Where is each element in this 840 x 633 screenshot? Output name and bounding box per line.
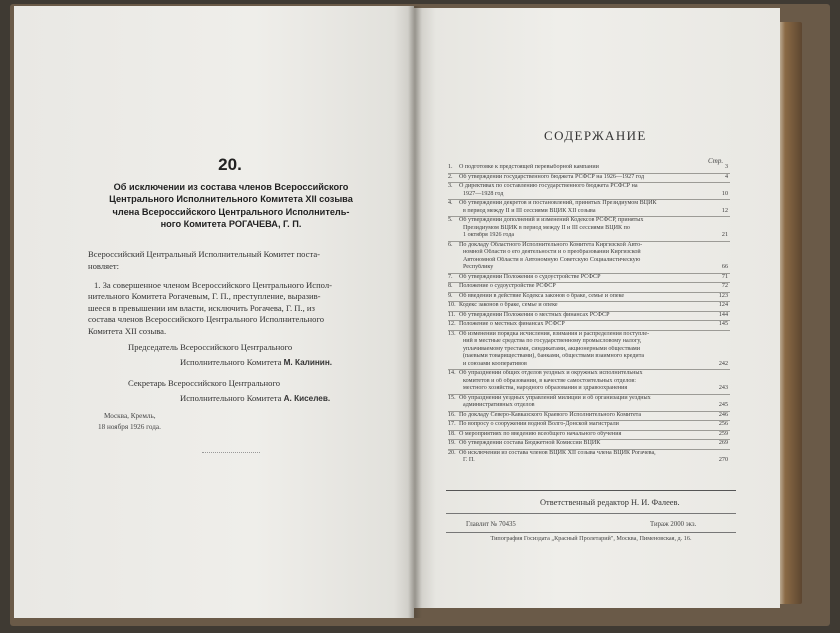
chair-role-line-2: Исполнительного Комитета (180, 357, 282, 367)
toc-entry-page: 3 (724, 164, 728, 170)
toc-entry-number: 3. (448, 183, 453, 189)
toc-entry (448, 420, 730, 430)
end-rule (202, 452, 260, 453)
toc-entry-text: Об утверждении декретов и постановлений, принятых Президиумом ВЦИК (459, 200, 657, 206)
toc-entry (448, 394, 730, 411)
toc-entry-text: Об утверждении Положения о местных финансах РСФСР (459, 311, 610, 318)
toc-entry-page: 270 (718, 457, 728, 463)
toc-entry (448, 273, 730, 283)
intro-line: новляет: (88, 260, 120, 271)
paragraph-line: Комитета XII созыва. (88, 325, 167, 336)
toc-entry-number: 13. (448, 330, 456, 337)
intro-line: Всероссийский Центральный Исполнительный Комитет поста- (88, 249, 321, 259)
chair-name: М. Калинин. (283, 358, 333, 367)
toc-entry-number: 14. (448, 370, 456, 376)
toc-entry (448, 369, 730, 394)
printer-imprint: Типография Госиздата „Красный Пролетарий", Москва, Пименовская, д. 16. (490, 535, 692, 542)
toc-entry-text: Президиумом ВЦИК в период между II и III сессиями ВЦИК по (463, 224, 630, 231)
print-run: Тираж 2000 экз. (650, 521, 697, 528)
toc-entry (448, 216, 730, 241)
toc-entry (448, 199, 730, 216)
toc-entry-text: ний в местные средства по государственному промысловому налогу, (463, 338, 642, 344)
toc-entry-number: 12. (448, 321, 456, 327)
toc-entry (448, 320, 730, 330)
paragraph-line: нительного Комитета Рогачевым, Г. П., преступление, выразив- (88, 291, 321, 302)
paragraph-line: 1. За совершенное членом Всероссийского Центрального Испол- (94, 280, 333, 290)
paragraph-line: шееся в превышении им власти, исключить Рогачева, Г. П., из (88, 302, 315, 313)
toc-entry-text: Кодекс законов о браке, семье и опеке (459, 302, 558, 308)
toc-entry (448, 292, 730, 302)
toc-entry-text: По вопросу о сооружении водной Волго-Донской магистрали (459, 421, 619, 427)
toc-entry-text: Положение о местных финансах РСФСР (459, 321, 565, 327)
toc-entry-number: 15. (448, 394, 456, 401)
toc-entry-page: 71 (721, 273, 728, 280)
title-line: Об исключении из состава членов Всероссийского (113, 182, 349, 192)
toc-entry-text: Об утверждении состава Бюджетной Комиссии ВЦИК (459, 440, 601, 446)
toc-entry-text: Об утверждении государственного бюджета РСФСР на 1926—1927 год (459, 173, 645, 180)
toc-entry-number: 9. (448, 292, 453, 299)
toc-entry-text: По докладу Областного Исполнительного Комитета Киргизской Авто- (459, 241, 643, 248)
toc-entry-text: Об утверждении Положения о судоустройстве РСФСР (459, 273, 601, 280)
toc-entry-text: Об исключении из состава членов ВЦИК XII созыва члена ВЦИК Рогачева, (459, 449, 656, 456)
title-line: члена Всероссийского Центрального Исполнитель- (112, 206, 350, 217)
editor-rule (446, 513, 736, 514)
toc-entry-text: уплачиваемому трестами, синдикатами, акционерными обществами (463, 345, 641, 352)
toc-entry (448, 330, 730, 370)
chair-signature (180, 356, 332, 369)
toc-entry-page: 243 (718, 385, 728, 391)
place-and-date (98, 411, 161, 432)
toc-entry-text: Автономной Области в Автономную Советскую Социалистическую (463, 256, 641, 263)
secretary-role-line-2: Исполнительного Комитета (180, 393, 282, 403)
toc-entry-number: 1. (448, 164, 453, 170)
toc-entry-text: 1 октября 1926 года (463, 232, 515, 238)
toc-entry-page: 12 (721, 207, 728, 214)
toc-entry-page: 123 (718, 292, 728, 299)
toc-entry-number: 7. (448, 273, 453, 280)
paragraph-line: состава членов Всероссийского Центрального Исполнительного (88, 314, 325, 325)
toc-entry-text: Об изменении порядка исчисления, взимания и распределения поступле- (459, 330, 650, 337)
toc-entry-page: 66 (721, 264, 728, 270)
toc-entry-number: 2. (448, 173, 453, 180)
toc-entry-page: 145 (718, 321, 728, 327)
document-number: 20. (218, 155, 242, 174)
toc-entry-text: (паевыми товариществами), банками, обществами взаимного кредита (463, 353, 645, 359)
toc-entry-text: Об утверждении дополнений и изменений Кодексов РСФСР, принятых (459, 217, 644, 223)
toc-entry-text: номной Области о его деятельности и о преобразовании Киргизской (463, 249, 641, 255)
table-of-contents (448, 164, 730, 466)
toc-entry (448, 449, 730, 466)
secretary-role-line-1: Секретарь Всероссийского Центрального (128, 378, 281, 388)
toc-entry-text: административных отделов (463, 402, 535, 408)
toc-entry (448, 241, 730, 273)
title-line: ного Комитета РОГАЧЕВА, Г. П. (160, 219, 302, 230)
toc-entry (448, 430, 730, 440)
toc-entry-number: 4. (448, 200, 453, 206)
toc-entry-number: 8. (448, 283, 453, 289)
toc-title: СОДЕРЖАНИЕ (544, 128, 647, 143)
toc-entry (448, 282, 730, 292)
secretary-signature (180, 392, 330, 405)
toc-entry-number: 19. (448, 440, 456, 446)
toc-entry-text: местного хозяйства, народного образования и здравоохранения (463, 385, 628, 391)
toc-entry-page: 259 (718, 430, 728, 437)
secretary-name: А. Киселев. (283, 394, 331, 403)
toc-entry-page: 242 (718, 360, 728, 367)
imprint-rule (446, 532, 736, 533)
book-gutter (408, 6, 422, 618)
toc-entry (448, 182, 730, 199)
place: Москва, Кремль, (104, 412, 156, 420)
toc-entry-page: 269 (718, 440, 728, 446)
toc-entry-number: 17. (448, 421, 456, 427)
toc-entry-page: 144 (718, 311, 728, 318)
toc-entry-page: 10 (721, 190, 728, 197)
toc-entry-text: По докладу Северо-Кавказского Краевого Исполнительного Комитета (459, 411, 642, 418)
toc-entry-text: О подготовке к предстоящей перевыборной кампании (459, 164, 599, 170)
toc-entry-text: в период между II и III сессиями ВЦИК XII созыва (463, 207, 596, 214)
date: 18 ноября 1926 года. (98, 422, 161, 431)
toc-entry-page: 72 (721, 283, 728, 289)
toc-page-header: Стр. (708, 157, 724, 165)
toc-entry (448, 173, 730, 183)
toc-entry-text: Положение о судоустройстве РСФСР (459, 283, 556, 289)
toc-entry-text: Об введении в действие Кодекса законов о браке, семье и опеке (459, 292, 625, 299)
toc-entry-number: 20. (448, 449, 456, 456)
toc-entry-number: 18. (448, 430, 456, 437)
toc-entry-page: 4 (724, 173, 728, 180)
toc-entry-text: Об упразднении уездных управлений милиции и об организации уездных (459, 394, 651, 401)
toc-entry (448, 311, 730, 321)
toc-entry-text: комитетов и об образовании, в качестве самостоятельных отделов: (463, 377, 636, 384)
toc-entry-text: О мероприятиях по введению всеобщего начального обучения (459, 430, 622, 437)
toc-entry-page: 21 (721, 232, 728, 238)
document-title (66, 181, 396, 231)
toc-entry (448, 439, 730, 449)
toc-entry-number: 11. (448, 311, 456, 318)
toc-entry (448, 411, 730, 421)
title-line: Центрального Исполнительного Комитета XII созыва (109, 194, 353, 205)
toc-entry-number: 6. (448, 241, 453, 248)
toc-entry-text: 1927—1928 год (463, 190, 504, 197)
toc-entry-text: Об упразднении общих отделов уездных и окружных исполнительных (459, 370, 643, 376)
resolution-paragraph (88, 280, 388, 337)
toc-end-rule (446, 490, 736, 491)
toc-entry-number: 5. (448, 217, 453, 223)
resolution-intro (88, 249, 388, 272)
toc-entry (448, 164, 730, 173)
toc-entry-page: 246 (718, 411, 728, 418)
toc-entry-number: 16. (448, 411, 456, 418)
toc-entry-number: 10. (448, 302, 456, 308)
toc-entry-text: Республику (463, 264, 494, 270)
responsible-editor: Ответственный редактор Н. И. Фалеев. (540, 498, 680, 507)
toc-entry (448, 301, 730, 311)
toc-entry-text: Г. П. (463, 457, 475, 463)
toc-entry-page: 245 (718, 402, 728, 408)
toc-entry-page: 124 (718, 302, 728, 308)
glavlit-number: Главлит № 70435 (466, 521, 516, 528)
toc-entry-text: О директивах по составлению государственного бюджета РСФСР на (459, 183, 638, 189)
toc-entry-page: 256 (718, 421, 728, 427)
chair-role-line-1: Председатель Всероссийского Центрального (128, 342, 293, 352)
toc-entry-text: и союзами кооперативов (463, 360, 527, 367)
